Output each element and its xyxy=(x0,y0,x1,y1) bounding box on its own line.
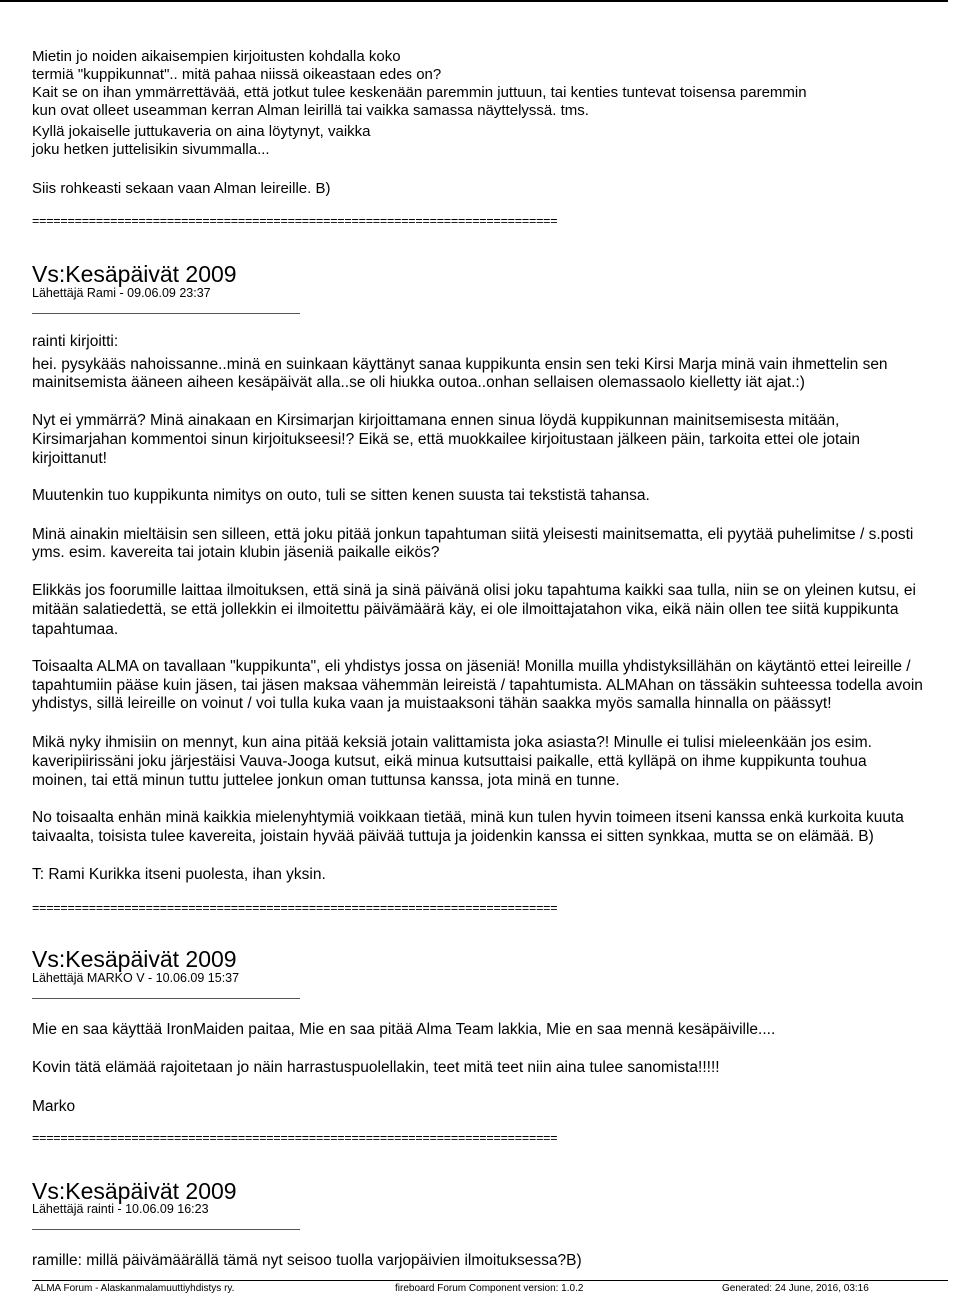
text-line: No toisaalta enhän minä kaikkia mielenyhtymiä voikkaan tietää, minä kun tulen hyvin toimeen itseni kanssa enkä kurkoita kuuta xyxy=(32,809,904,826)
post-rule xyxy=(32,1229,300,1230)
quote-label: rainti kirjoitti: xyxy=(32,333,119,350)
text-line: kaveripiirissäni joku järjestäisi Vauva-Jooga kutsut, eikä minua kutsuttaisi paikalle, että kylläpä on ihme kuppikunta touhua xyxy=(32,753,867,770)
post-meta: Lähettäjä Rami - 09.06.09 23:37 xyxy=(32,286,211,300)
post-title: Vs:Kesäpäivät 2009 xyxy=(32,946,237,972)
text-line: kirjoittanut! xyxy=(32,450,107,467)
text-line: tapahtumiin pääse kuin jäsen, tai jäsen maksaa vähemmän leireistä / tapahtumista. ALMAhan on tässäkin suhteessa todella avoin xyxy=(32,677,923,694)
text-line: moinen, tai että minun tuttu juttelee jonkun oman tuttunsa kanssa, jota minä en tunne. xyxy=(32,772,620,789)
post-title: Vs:Kesäpäivät 2009 xyxy=(32,261,237,287)
separator: ========================================================================== xyxy=(32,1131,558,1145)
footer-site-name: ALMA Forum - Alaskanmalamuuttiyhdistys ry. xyxy=(34,1283,235,1294)
text-line: yhdistys, sillä leireille on voinut / voi tulla kuka vaan ja muistaaksoni tähän saakka myös samalla hinnalla on päässyt! xyxy=(32,695,832,712)
text-line: termiä "kuppikunnat".. mitä pahaa niissä oikeastaan edes on? xyxy=(32,66,442,83)
text-line: Elikkäs jos foorumille laittaa ilmoituksen, että sinä ja sinä päivänä olisi joku tapahtuma kaikki saa tulla, niin se on yleinen kutsu, ei xyxy=(32,582,916,599)
text-line: Siis rohkeasti sekaan vaan Alman leireille. B) xyxy=(32,180,331,197)
text-line: Kovin tätä elämää rajoitetaan jo näin harrastuspuolellakin, teet mitä teet niin aina tulee sanomista!!!!! xyxy=(32,1059,720,1076)
text-line: taivaalta, toisista tulee kavereita, joistain hyvää päivää tuttuja ja joidenkin kanssa ei sitten synkkaa, mutta se on elämää. B) xyxy=(32,828,874,845)
text-line: ramille: millä päivämäärällä tämä nyt seisoo tuolla varjopäivien ilmoituksessa?B) xyxy=(32,1252,582,1269)
text-line: mitään salatiedettä, se että jollekkin ei ilmoitettu päivämäärä käy, ei ole ilmoittajatahon vika, eikä näin ollen tee siitä kuppikunta xyxy=(32,601,899,618)
post-signature: T: Rami Kurikka itseni puolesta, ihan yksin. xyxy=(32,866,326,883)
footer-component-version: fireboard Forum Component version: 1.0.2 xyxy=(395,1283,584,1294)
text-line: Mietin jo noiden aikaisempien kirjoitusten kohdalla koko xyxy=(32,48,401,65)
text-line: Kyllä jokaiselle juttukaveria on aina löytynyt, vaikka xyxy=(32,123,371,140)
text-line: kun ovat olleet useamman kerran Alman leirillä tai vaikka samassa näyttelyssä. tms. xyxy=(32,102,589,119)
text-line: Kait se on ihan ymmärrettävää, että jotkut tulee keskenään paremmin juttuun, tai kenties tuntevat toisensa paremmin xyxy=(32,84,807,101)
text-line: hei. pysykääs nahoissanne..minä en suinkaan käyttänyt sanaa kuppikunta ensin sen teki Kirsi Marja minä vain ihmettelin sen xyxy=(32,356,888,373)
post-meta: Lähettäjä rainti - 10.06.09 16:23 xyxy=(32,1202,209,1216)
text-line: Toisaalta ALMA on tavallaan "kuppikunta", eli yhdistys jossa on jäseniä! Monilla muilla yhdistyksillähän on käytäntö ettei leireille / xyxy=(32,658,911,675)
text-line: Mikä nyky ihmisiin on mennyt, kun aina pitää keksiä jotain valittamista joka asiasta?! Minulle ei tulisi mieleenkään jos esim. xyxy=(32,734,872,751)
post-meta: Lähettäjä MARKO V - 10.06.09 15:37 xyxy=(32,971,240,985)
footer-rule xyxy=(32,1280,948,1281)
text-line: Kirsimarjahan kommentoi sinun kirjoitukseesi!? Eikä se, että muokkailee kirjoitustaan jälkeen päin, tarkoita ettei ole jotain xyxy=(32,431,860,448)
post-rule xyxy=(32,313,300,314)
post-title: Vs:Kesäpäivät 2009 xyxy=(32,1178,237,1204)
separator: ========================================================================== xyxy=(32,901,558,915)
text-line: Nyt ei ymmärrä? Minä ainakaan en Kirsimarjan kirjoittamana ennen sinua löydä kuppikunnan mainitsemisesta mitään, xyxy=(32,412,840,429)
text-line: joku hetken juttelisikin sivummalla... xyxy=(32,141,270,158)
text-line: Minä ainakin mieltäisin sen silleen, että joku pitää jonkun tapahtuman siitä yleisesti mainitsematta, eli pyytää puhelimitse / s.posti xyxy=(32,526,914,543)
separator: ========================================================================== xyxy=(32,214,558,228)
top-border xyxy=(0,0,948,2)
footer-generated-date: Generated: 24 June, 2016, 03:16 xyxy=(722,1283,869,1294)
post-rule xyxy=(32,998,300,999)
text-line: mainitsemista ääneen aiheen kesäpäivät alla..se oli hiukka outoa..onhan sellaisen olemassaolo kielletty iät ajat.:) xyxy=(32,374,805,391)
text-line: Muutenkin tuo kuppikunta nimitys on outo, tuli se sitten kenen suusta tai tekstistä tahansa. xyxy=(32,487,650,504)
text-line: Mie en saa käyttää IronMaiden paitaa, Mie en saa pitää Alma Team lakkia, Mie en saa mennä kesäpäiville.... xyxy=(32,1021,776,1038)
text-line: tapahtumaa. xyxy=(32,621,119,638)
text-line: yms. esim. kavereita tai jotain klubin jäseniä paikalle eikös? xyxy=(32,544,440,561)
post-signature: Marko xyxy=(32,1098,76,1115)
